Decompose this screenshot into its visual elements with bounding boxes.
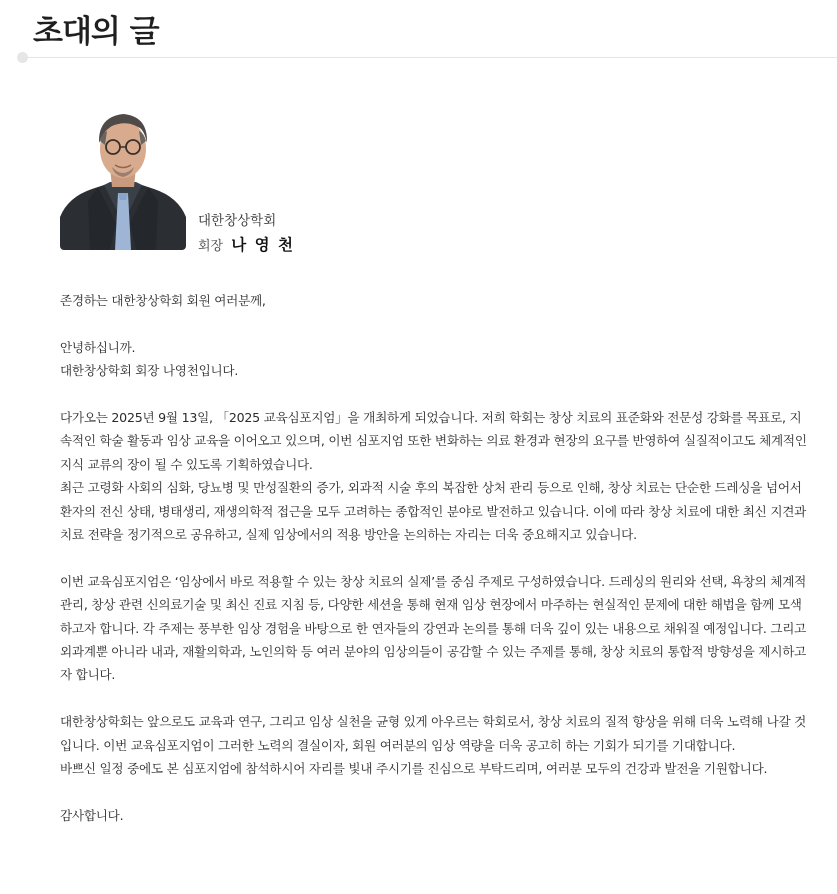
paragraph-line: 다가오는 2025년 9월 13일, 「2025 교육심포지엄」을 개최하게 되었습니다. 저희 학회는 창상 치료의 표준화와 전문성 강화를 목표로, 지속적인 학술 활동과 임상 교육을 이어오고 있으며, 이번 심포지엄 또한 변화하는 의료 환경과 현장의 요구를 반영하여 실질적이고도 체계적인 지식 교류의 장이 될 수 있도록 기획하였습니다. [60,410,807,472]
greeting [60,336,812,383]
page-title: 초대의 글 [33,14,159,50]
header-divider-dot [17,52,28,63]
header-divider [22,57,837,58]
paragraph-intro [60,406,812,546]
portrait-image [60,105,186,250]
president-name: 나 영 천 [231,236,295,254]
president-title [198,234,294,258]
paragraph-program: 이번 교육심포지엄은 ‘임상에서 바로 적용할 수 있는 창상 치료의 실제’를 중심 주제로 구성하였습니다. 드레싱의 원리와 선택, 욕창의 체계적 관리, 창상 관련 신의료기술 및 최신 진료 지침 등, 다양한 세션을 통해 현재 임상 현장에서 마주하는 현실적인 문제에 대한 해법을 함께 모색하고자 합니다. 각 주제는 풍부한 임상 경험을 바탕으로 한 연자들의 강연과 논의를 통해 더욱 깊이 있는 내용으로 채워질 예정입니다. 그리고 외과계뿐 아니라 내과, 재활의학과, 노인의학 등 여러 분야의 임상의들이 공감할 수 있는 주제를 통해, 창상 치료의 통합적 방향성을 제시하고자 합니다. [60,573,807,683]
paragraph-line: 최근 고령화 사회의 심화, 당뇨병 및 만성질환의 증가, 외과적 시술 후의 복잡한 상처 관리 등으로 인해, 창상 치료는 단순한 드레싱을 넘어서 환자의 전신 상태, 병태생리, 재생의학적 접근을 모두 고려하는 종합적인 분야로 발전하고 있습니다. 이에 따라 창상 치료에 대한 최신 지견과 치료 전략을 정기적으로 공유하고, 실제 임상에서의 적용 방안을 논의하는 자리는 더욱 중요해지고 있습니다. [60,480,807,543]
organization-name: 대한창상학회 [198,213,277,229]
paragraph-line: 대한창상학회는 앞으로도 교육과 연구, 그리고 임상 실천을 균형 있게 아우르는 학회로서, 창상 치료의 질적 향상을 위해 더욱 노력해 나갈 것입니다. 이번 교육심포지엄이 그러한 노력의 결실이자, 회원 여러분의 임상 역량을 더욱 공고히 하는 기회가 되기를 기대합니다. [60,714,807,753]
closing: 감사합니다. [60,807,124,823]
greeting-line: 대한창상학회 회장 나영천입니다. [60,363,239,379]
role-label: 회장 [198,239,224,254]
president-portrait [60,105,186,250]
greeting-line: 안녕하십니까. [60,339,136,355]
president-profile [60,105,460,255]
salutation: 존경하는 대한창상학회 회원 여러분께, [60,293,266,308]
page-header [0,0,837,58]
paragraph-line: 바쁘신 일정 중에도 본 심포지엄에 참석하시어 자리를 빛내 주시기를 진심으로 부탁드리며, 여러분 모두의 건강과 발전을 기원합니다. [60,761,768,777]
signature-block [198,211,294,258]
invitation-letter [60,289,812,851]
paragraph-closing-remarks [60,710,812,780]
